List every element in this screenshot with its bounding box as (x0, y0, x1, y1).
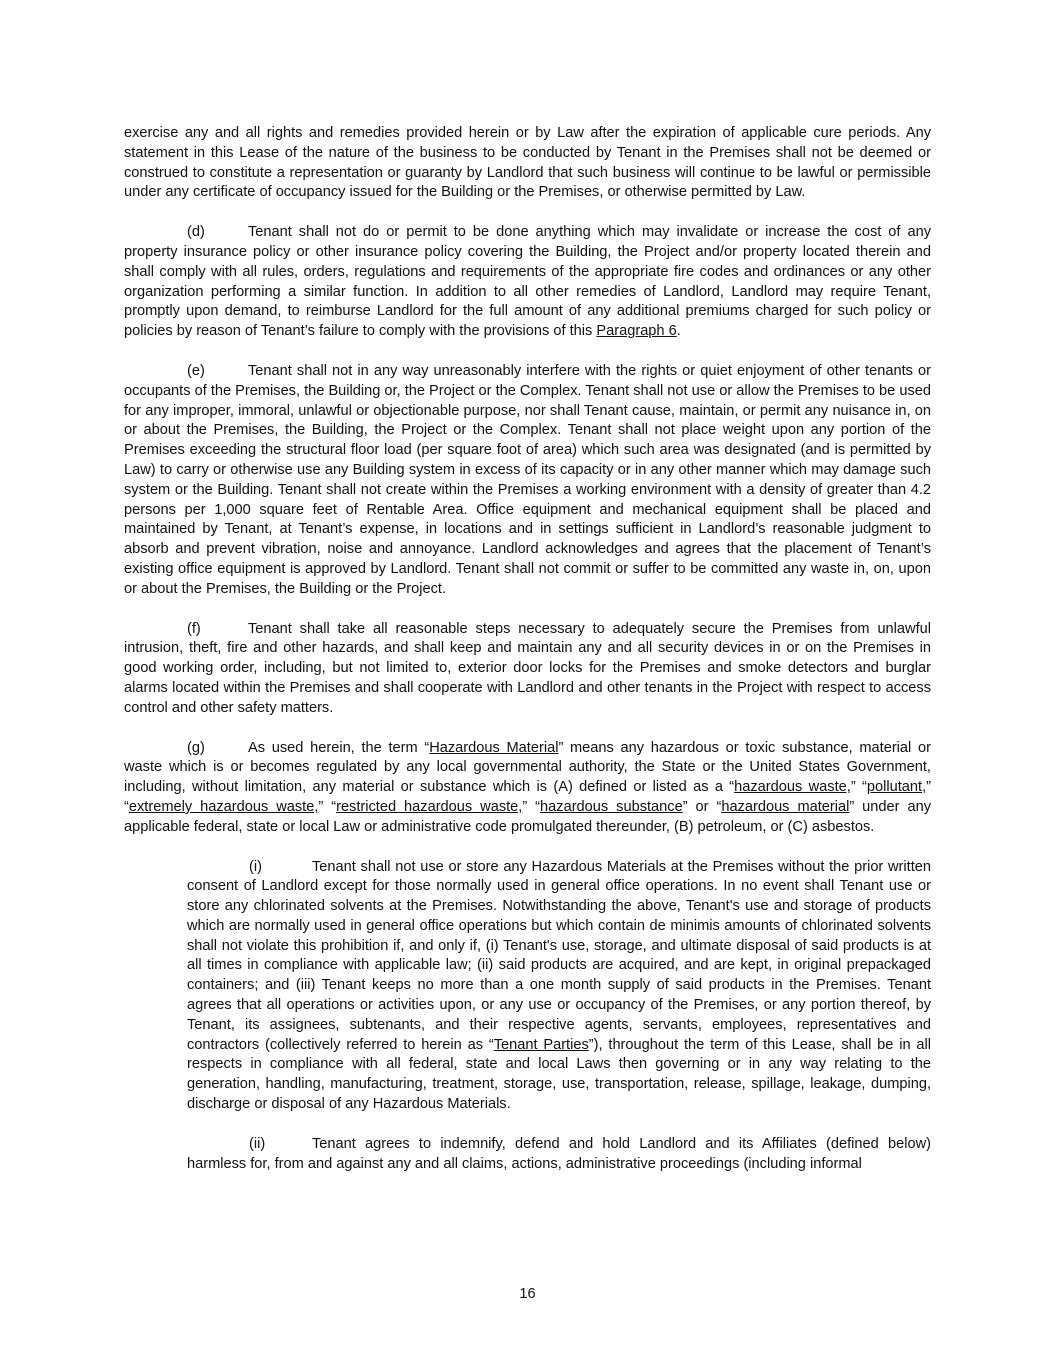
subparagraph-i-text-1: Tenant shall not use or store any Hazardous Materials at the Premises without the prior written consent of Landlord except for those normally used in general office operations. In no event shall Tenant use or store any chlorinated solvents at the Premises. Notwithstanding the above, Tenant's use and storage of products which are normally used in general office operations but which contain de minimis amounts of chlorinated solvents shall not violate this prohibition if, and only if, (i) Tenant's use, storage, and ultimate disposal of said products is at all times in compliance with applicable law; (ii) said products are acquired, and are kept, in original prepackaged containers; and (iii) Tenant keeps no more than a one month supply of said products in the Premises. Tenant agrees that all operations or activities upon, or any use or occupancy of the Premises, or any portion thereof, by Tenant, its assignees, subtenants, and their respective agents, servants, employees, representatives and contractors (collectively referred to herein as “ (187, 858, 931, 1053)
paragraph-g-text-6: ” “ (522, 798, 541, 815)
paragraph-e (124, 362, 931, 600)
subparagraph-i-text-2: ”), throughout the term of this Lease, shall be in all respects in compliance with all federal, state and local Laws then governing or in any way relating to the generation, handling, manufacturing, treatment, storage, use, transportation, release, spillage, leakage, dumping, discharge or disposal of any Hazardous Materials. (187, 1036, 932, 1113)
paragraph-f (124, 620, 931, 719)
term-hazardous-waste: hazardous waste, (734, 779, 851, 796)
paragraph-f-label: (f) (187, 620, 201, 637)
term-hazardous-substance: hazardous substance (540, 798, 683, 815)
paragraph-6-reference: Paragraph 6 (596, 323, 677, 340)
intro-text: exercise any and all rights and remedies provided herein or by Law after the expiration of applicable cure periods. Any statement in this Lease of the nature of the business to be conducted by Tenant in the Premises shall not be deemed or construed to constitute a representation or guaranty by Landlord that such business will continue to be lawful or permissible under any certificate of occupancy issued for the Building or the Premises, or otherwise permitted by Law. (124, 125, 931, 201)
term-tenant-parties: Tenant Parties (493, 1036, 589, 1053)
subparagraph-i-label: (i) (249, 858, 262, 875)
paragraph-g-label: (g) (187, 739, 205, 756)
subparagraph-ii (187, 1135, 931, 1175)
subparagraph-ii-label: (ii) (249, 1135, 266, 1152)
term-pollutant: pollutant, (866, 779, 927, 796)
term-restricted-hazardous-waste: restricted hazardous waste, (336, 798, 523, 815)
paragraph-g-text-7: ” or “ (682, 798, 722, 815)
paragraph-e-label: (e) (187, 362, 205, 379)
paragraph-d-end: . (676, 323, 681, 340)
paragraph-d (124, 223, 931, 342)
paragraph-d-text: Tenant shall not do or permit to be done anything which may invalidate or increase the cost of any property insurance policy or other insurance policy covering the Building, the Project and/or property located therein and shall comply with all rules, orders, regulations and requirements of the appropriate fire codes and ordinances or any other organization performing a similar function. In addition to all other remedies of Landlord, Landlord may require Tenant, promptly upon demand, to reimburse Landlord for the full amount of any additional premiums charged for such policy or policies by reason of Tenant’s failure to comply with the provisions of this (124, 224, 931, 340)
subparagraph-i (187, 858, 931, 1115)
paragraph-f-text: Tenant shall take all reasonable steps necessary to adequately secure the Premises from unlawful intrusion, theft, fire and other hazards, and shall keep and maintain any and all security devices in or on the Premises in good working order, including, but not limited to, exterior door locks for the Premises and smoke detectors and burglar alarms located within the Premises and shall cooperate with Landlord and other tenants in the Project with respect to access control and other safety matters. (124, 620, 931, 716)
page-number: 16 (519, 1286, 536, 1302)
paragraph-g-text-8: ” under any applicable federal, state or local Law or administrative code promulgated thereunder, (B) petroleum, or (C) asbestos. (124, 798, 932, 835)
document-body (124, 124, 931, 1194)
paragraph-g-subsections (187, 858, 931, 1175)
paragraph-g (124, 739, 931, 838)
paragraph-g-text-2: ” means any hazardous or toxic substance, material or waste which is or becomes regulated by any local governmental authority, the State or the United States Government, including, without limitation, any material or substance which is (A) defined or listed as a “ (124, 739, 931, 796)
intro-paragraph (124, 124, 931, 203)
paragraph-g-text-1: As used herein, the term “ (248, 739, 430, 756)
paragraph-g-text-3: ” “ (850, 779, 867, 796)
paragraph-g-text-5: ” “ (318, 798, 337, 815)
subparagraph-ii-text: Tenant agrees to indemnify, defend and hold Landlord and its Affiliates (defined below) harmless for, from and against any and all claims, actions, administrative proceedings (including informal (187, 1135, 931, 1172)
term-hazardous-material: Hazardous Material (429, 739, 559, 756)
paragraph-e-text: Tenant shall not in any way unreasonably interfere with the rights or quiet enjoyment of other tenants or occupants of the Premises, the Building or, the Project or the Complex. Tenant shall not use or allow the Premises to be used for any improper, immoral, unlawful or objectionable purpose, nor shall Tenant cause, maintain, or permit any nuisance in, on or about the Premises, the Building, the Project or the Complex. Tenant shall not place weight upon any portion of the Premises exceeding the structural floor load (per square foot of area) which such area was designated (and is permitted by Law) to carry or otherwise use any Building system in excess of its capacity or in any other manner which may damage such system or the Building. Tenant shall not create within the Premises a working environment with a density of greater than 4.2 persons per 1,000 square feet of Rentable Area. Office equipment and mechanical equipment shall be placed and maintained by Tenant, at Tenant’s expense, in locations and in settings sufficient in Landlord’s reasonable judgment to absorb and prevent vibration, noise and annoyance. Landlord acknowledges and agrees that the placement of Tenant’s existing office equipment is approved by Landlord. Tenant shall not commit or suffer to be committed any waste in, on, upon or about the Premises, the Building or the Project. (124, 362, 931, 597)
paragraph-g-text-4: ” “ (124, 779, 931, 815)
term-hazardous-material-lower: hazardous material (721, 798, 850, 815)
paragraph-d-label: (d) (187, 224, 205, 241)
term-extremely-hazardous-waste: extremely hazardous waste, (128, 798, 319, 815)
